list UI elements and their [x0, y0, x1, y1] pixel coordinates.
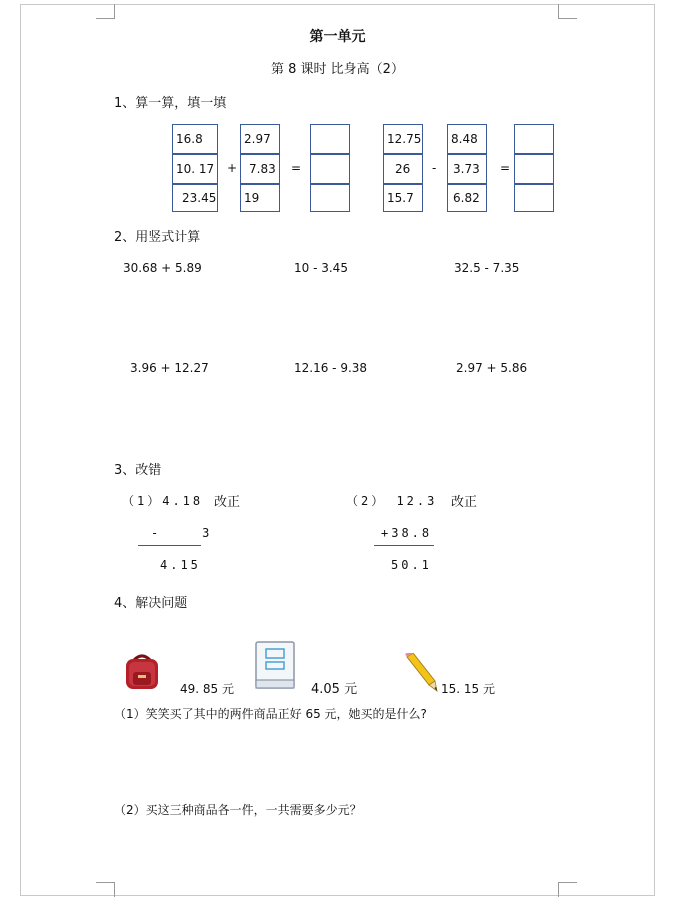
margin-mark-bottom-left	[96, 882, 115, 897]
margin-mark-bottom-right	[558, 882, 577, 897]
error-problem-2-label: （2） 12.3	[346, 494, 438, 508]
section-heading-2: 2、用竖式计算	[114, 230, 201, 245]
vertical-calc-4: 3.96 + 12.27	[130, 361, 209, 375]
right-col1-cell-2: 26	[383, 154, 423, 184]
vertical-calc-3: 32.5 - 7.35	[454, 261, 520, 275]
equals-sign-left: =	[291, 161, 302, 175]
left-col2-cell-1: 2.97	[240, 124, 280, 154]
error-problem-1-result: 4.15	[160, 558, 201, 572]
answer-box-left-1[interactable]	[310, 124, 350, 154]
book-icon	[253, 640, 297, 690]
vertical-calc-5: 12.16 - 9.38	[294, 361, 368, 375]
error-problem-2-result: 50.1	[391, 558, 432, 572]
left-col2-cell-3: 19	[240, 184, 280, 212]
vertical-calc-2: 10 - 3.45	[294, 261, 348, 275]
right-col1-cell-3: 15.7	[383, 184, 423, 212]
pencil-price: 15. 15 元	[441, 682, 495, 696]
section-heading-1: 1、算一算，填一填	[114, 96, 227, 111]
question-1: （1）笑笑买了其中的两件商品正好 65 元，她买的是什么?	[114, 707, 427, 721]
calc-rule-2	[374, 545, 434, 546]
section-heading-3: 3、改错	[114, 463, 162, 478]
equals-sign-right: =	[500, 161, 511, 175]
margin-mark-top-left	[96, 4, 115, 19]
left-col2-cell-2: 7.83	[240, 154, 280, 184]
minus-operator: -	[432, 161, 437, 175]
answer-box-left-3[interactable]	[310, 184, 350, 212]
section-heading-4: 4、解决问题	[114, 596, 188, 611]
vertical-calc-6: 2.97 + 5.86	[456, 361, 528, 375]
question-2: （2）买这三种商品各一件，一共需要多少元？	[114, 803, 362, 817]
right-col2-cell-1: 8.48	[447, 124, 487, 154]
pencil-icon	[401, 653, 441, 693]
left-col1-cell-1: 16.8	[172, 124, 218, 154]
answer-box-right-1[interactable]	[514, 124, 554, 154]
answer-box-right-3[interactable]	[514, 184, 554, 212]
book-price: 4.05 元	[311, 682, 358, 697]
plus-operator: +	[227, 161, 238, 175]
answer-box-right-2[interactable]	[514, 154, 554, 184]
lesson-subtitle: 第 8 课时 比身高（2）	[271, 62, 404, 77]
answer-box-left-2[interactable]	[310, 154, 350, 184]
calc-rule-1	[138, 545, 201, 546]
right-col2-cell-3: 6.82	[447, 184, 487, 212]
left-col1-cell-3: 23.45	[172, 184, 218, 212]
correction-label-1: 改正	[214, 495, 241, 510]
page-title: 第一单元	[309, 29, 366, 45]
error-problem-2-addend: +38.8	[381, 526, 433, 540]
backpack-price: 49. 85 元	[180, 682, 234, 696]
error-problem-1-label: （1）4.18	[122, 494, 204, 508]
left-col1-cell-2: 10. 17	[172, 154, 218, 184]
margin-mark-top-right	[558, 4, 577, 19]
right-col2-cell-2: 3.73	[447, 154, 487, 184]
right-col1-cell-1: 12.75	[383, 124, 423, 154]
vertical-calc-1: 30.68 + 5.89	[123, 261, 202, 275]
correction-label-2: 改正	[451, 495, 478, 510]
backpack-icon	[121, 650, 163, 692]
error-problem-1-subtrahend: - 3	[151, 526, 213, 540]
